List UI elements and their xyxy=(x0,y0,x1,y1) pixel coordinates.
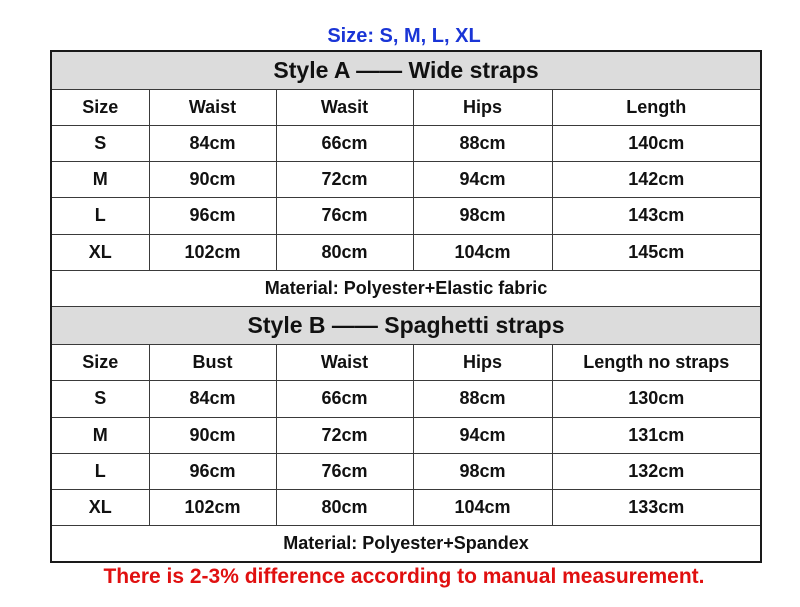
table-cell: 66cm xyxy=(276,381,413,417)
table-cell: 66cm xyxy=(276,125,413,161)
table-cell: M xyxy=(51,417,149,453)
column-header: Wasit xyxy=(276,89,413,125)
table-cell: XL xyxy=(51,234,149,270)
table-cell: 104cm xyxy=(413,489,552,525)
table-cell: 94cm xyxy=(413,162,552,198)
style-a-header-row xyxy=(51,89,761,125)
table-row xyxy=(51,125,761,161)
table-cell: 104cm xyxy=(413,234,552,270)
column-header: Hips xyxy=(413,89,552,125)
table-cell: 96cm xyxy=(149,198,276,234)
table-cell: 84cm xyxy=(149,381,276,417)
table-row xyxy=(51,198,761,234)
table-row xyxy=(51,453,761,489)
table-cell: 76cm xyxy=(276,198,413,234)
style-a-material: Material: Polyester+Elastic fabric xyxy=(51,270,761,306)
table-cell: 84cm xyxy=(149,125,276,161)
measurement-note: There is 2-3% difference according to manual measurement. xyxy=(103,565,705,588)
size-title: Size: S, M, L, XL xyxy=(327,25,481,47)
table-cell: 102cm xyxy=(149,234,276,270)
style-b-header-row xyxy=(51,345,761,381)
table-cell: 96cm xyxy=(149,453,276,489)
style-a-heading: Style A —— Wide straps xyxy=(51,51,761,89)
style-a-material-row xyxy=(51,270,761,306)
table-cell: 133cm xyxy=(552,489,761,525)
table-cell: 140cm xyxy=(552,125,761,161)
table-cell: 131cm xyxy=(552,417,761,453)
table-cell: 98cm xyxy=(413,453,552,489)
table-cell: 88cm xyxy=(413,381,552,417)
style-b-heading-row xyxy=(51,306,761,344)
table-cell: 130cm xyxy=(552,381,761,417)
table-cell: 80cm xyxy=(276,234,413,270)
column-header: Length xyxy=(552,89,761,125)
table-row xyxy=(51,489,761,525)
table-cell: L xyxy=(51,453,149,489)
table-cell: 76cm xyxy=(276,453,413,489)
table-cell: 90cm xyxy=(149,162,276,198)
table-cell: L xyxy=(51,198,149,234)
table-cell: 72cm xyxy=(276,162,413,198)
table-cell: 80cm xyxy=(276,489,413,525)
column-header: Waist xyxy=(276,345,413,381)
table-cell: 88cm xyxy=(413,125,552,161)
column-header: Hips xyxy=(413,345,552,381)
size-chart-table xyxy=(50,50,762,563)
style-b-heading: Style B —— Spaghetti straps xyxy=(51,306,761,344)
table-row xyxy=(51,162,761,198)
table-cell: 98cm xyxy=(413,198,552,234)
table-cell: 145cm xyxy=(552,234,761,270)
table-row xyxy=(51,234,761,270)
column-header: Bust xyxy=(149,345,276,381)
column-header: Size xyxy=(51,345,149,381)
column-header: Waist xyxy=(149,89,276,125)
style-b-material: Material: Polyester+Spandex xyxy=(51,526,761,562)
table-row xyxy=(51,381,761,417)
table-cell: 72cm xyxy=(276,417,413,453)
table-cell: S xyxy=(51,125,149,161)
style-a-heading-row xyxy=(51,51,761,89)
table-cell: M xyxy=(51,162,149,198)
column-header: Size xyxy=(51,89,149,125)
table-row xyxy=(51,417,761,453)
table-cell: 90cm xyxy=(149,417,276,453)
table-cell: 102cm xyxy=(149,489,276,525)
style-b-material-row xyxy=(51,526,761,562)
table-cell: XL xyxy=(51,489,149,525)
table-cell: S xyxy=(51,381,149,417)
table-cell: 143cm xyxy=(552,198,761,234)
table-cell: 142cm xyxy=(552,162,761,198)
column-header: Length no straps xyxy=(552,345,761,381)
table-cell: 132cm xyxy=(552,453,761,489)
table-cell: 94cm xyxy=(413,417,552,453)
